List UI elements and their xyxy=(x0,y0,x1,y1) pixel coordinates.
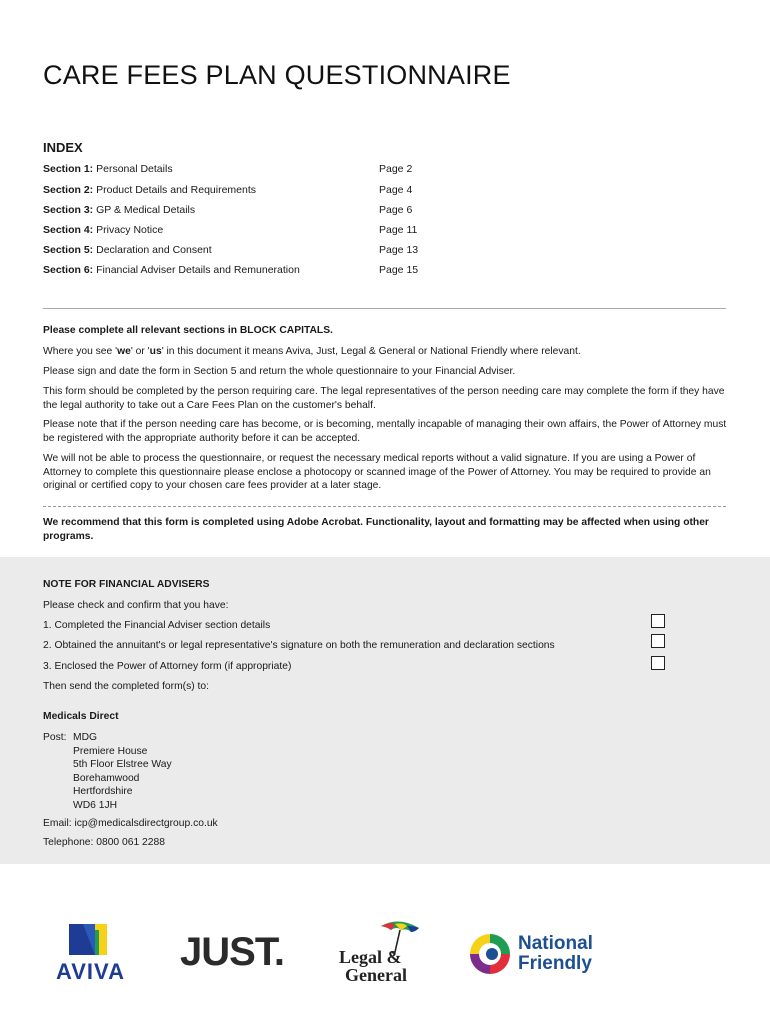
index-heading: INDEX xyxy=(43,140,83,155)
checklist-item: 1. Completed the Financial Adviser section details xyxy=(43,620,271,631)
definition-post: ' in this document it means Aviva, Just, Legal & General or National Friendly where relevant. xyxy=(161,346,581,357)
index-section-label: Section 3: xyxy=(43,204,94,216)
index-section-text: Privacy Notice xyxy=(96,224,164,236)
aviva-wordmark: AVIVA xyxy=(56,959,125,984)
index-section xyxy=(43,184,256,196)
index-section-text: Financial Adviser Details and Remuneration xyxy=(96,264,300,276)
legal-general-line-2: General xyxy=(345,965,407,985)
index-section-label: Section 6: xyxy=(43,264,94,276)
index-section-label: Section 5: xyxy=(43,244,94,256)
national-friendly-logo xyxy=(468,930,603,978)
index-section-label: Section 1: xyxy=(43,163,94,175)
index-row xyxy=(43,163,733,179)
index-section xyxy=(43,244,212,256)
completed-by-note: This form should be completed by the person requiring care. The legal representatives of the person needing care may complete the form if they have the legal authority to take out a Care Fees Plan on the customer's behalf. xyxy=(43,386,725,411)
divider xyxy=(43,308,726,309)
address-line: MDG xyxy=(73,732,98,743)
dashed-divider xyxy=(43,506,726,507)
adviser-heading: NOTE FOR FINANCIAL ADVISERS xyxy=(43,579,210,590)
index-section xyxy=(43,163,173,175)
checklist-checkbox-3[interactable] xyxy=(651,656,665,670)
national-friendly-line-2: Friendly xyxy=(518,953,592,974)
index-page: Page 4 xyxy=(379,184,413,196)
legal-general-line-1: Legal & xyxy=(339,947,402,967)
index-section-label: Section 2: xyxy=(43,184,94,196)
index-section-text: Declaration and Consent xyxy=(96,244,212,256)
checklist-checkbox-2[interactable] xyxy=(651,634,665,648)
aviva-logo xyxy=(43,922,138,984)
checklist-item: 2. Obtained the annuitant's or legal representative's signature on both the remuneration and declaration sections xyxy=(43,640,555,651)
just-wordmark: JUST. xyxy=(180,930,284,974)
index-page: Page 13 xyxy=(379,244,419,256)
index-section-text: GP & Medical Details xyxy=(96,204,196,216)
document-title: CARE FEES PLAN QUESTIONNAIRE xyxy=(43,60,511,90)
definition-us: us xyxy=(149,346,162,357)
checklist-checkbox-1[interactable] xyxy=(651,614,665,628)
index-page: Page 2 xyxy=(379,163,413,175)
national-friendly-line-1: National xyxy=(518,933,593,954)
legal-general-logo xyxy=(337,918,432,986)
postal-address xyxy=(73,731,172,812)
index-row xyxy=(43,184,733,200)
definition-we: we xyxy=(117,346,131,357)
address-line: Borehamwood xyxy=(73,772,140,784)
block-capitals-note: Please complete all relevant sections in BLOCK CAPITALS. xyxy=(43,325,333,336)
definition-pre: Where you see ' xyxy=(43,346,118,357)
email-line: Email: icp@medicalsdirectgroup.co.uk xyxy=(43,818,218,829)
adviser-intro: Please check and confirm that you have: xyxy=(43,600,229,611)
post-label: Post: xyxy=(43,732,67,743)
address-line: Hertfordshire xyxy=(73,786,133,797)
acrobat-note: We recommend that this form is completed using Adobe Acrobat. Functionality, layout and formatting may be affected when using other programs. xyxy=(43,517,709,542)
address-line: Premiere House xyxy=(73,745,148,757)
index-row xyxy=(43,204,733,220)
index-section-label: Section 4: xyxy=(43,224,94,236)
index-section-text: Personal Details xyxy=(96,163,173,175)
power-of-attorney-note: Please note that if the person needing care has become, or is becoming, mentally incapable of managing their own affairs, the Power of Attorney must be registered with the appropriate authority before it can be accepted. xyxy=(43,419,727,444)
just-logo xyxy=(180,928,295,976)
company-name: Medicals Direct xyxy=(43,711,119,722)
signature-note: We will not be able to process the questionnaire, or request the necessary medical reports without a valid signature. If you are using a Power of Attorney to complete this questionnaire please enclose a photocopy or scanned image of the Power of Attorney. You may be required to provide an original or certified copy to your chosen care fees provider at a later stage. xyxy=(43,453,711,491)
telephone-line: Telephone: 0800 061 2288 xyxy=(43,837,165,848)
sign-instruction: Please sign and date the form in Section 5 and return the whole questionnaire to your Financial Adviser. xyxy=(43,366,516,377)
national-friendly-emblem-icon xyxy=(468,932,512,976)
definition-note xyxy=(43,345,733,359)
address-line: 5th Floor Elstree Way xyxy=(73,759,172,770)
index-row xyxy=(43,224,733,240)
index-row xyxy=(43,264,733,280)
index-section xyxy=(43,264,300,276)
checklist-item: 3. Enclosed the Power of Attorney form (if appropriate) xyxy=(43,661,292,672)
index-section-text: Product Details and Requirements xyxy=(96,184,257,196)
index-page: Page 6 xyxy=(379,204,413,216)
definition-mid: ' or ' xyxy=(130,346,150,357)
index-page: Page 15 xyxy=(379,264,419,276)
index-row xyxy=(43,244,733,260)
index-section xyxy=(43,224,163,236)
index-section xyxy=(43,204,195,216)
address-line: WD6 1JH xyxy=(73,799,118,811)
index-page: Page 11 xyxy=(379,224,418,236)
send-to-note: Then send the completed form(s) to: xyxy=(43,681,209,692)
